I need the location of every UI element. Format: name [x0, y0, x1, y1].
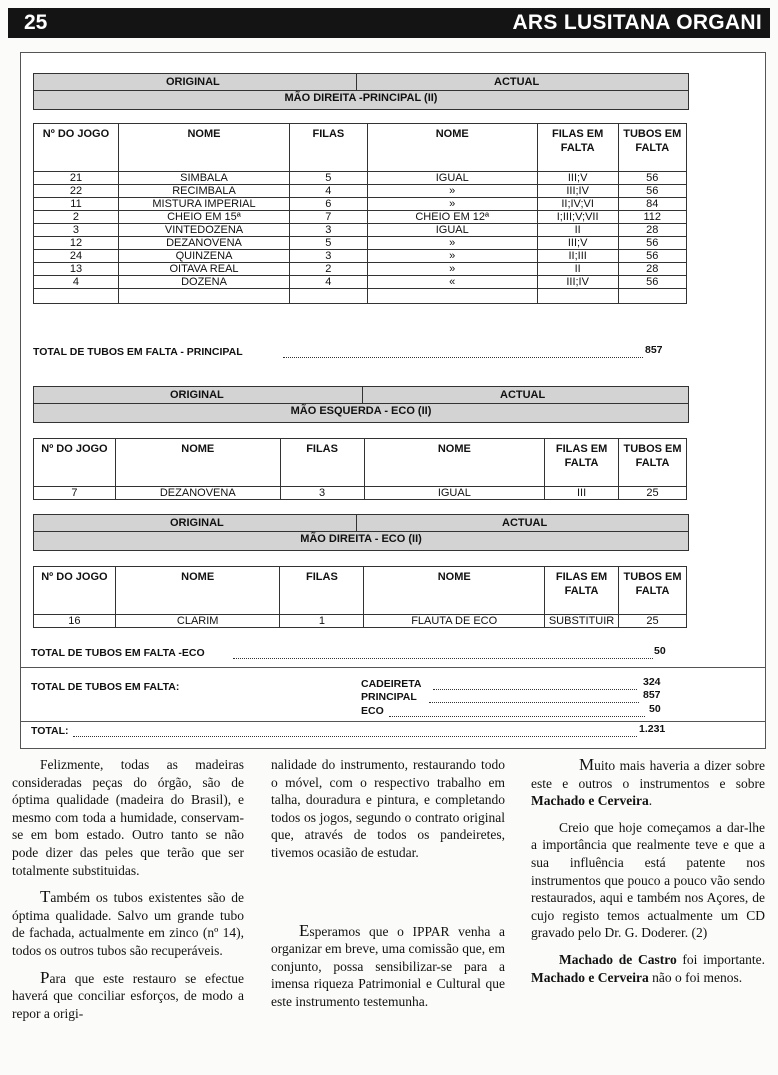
table-cell: 2	[290, 263, 368, 276]
table-row	[34, 615, 687, 628]
table-row	[34, 211, 687, 224]
col-tubos-falta: TUBOS EM FALTA	[618, 124, 686, 172]
table-cell: 84	[618, 198, 686, 211]
table-cell: II;III	[537, 250, 618, 263]
table-cell: CLARIM	[115, 615, 280, 628]
table-cell: IGUAL	[367, 224, 537, 237]
grand-total-value: 1.231	[639, 723, 666, 735]
paragraph: Machado de Castro foi importante. Machado e Cerveira não o foi menos.	[531, 951, 766, 985]
col-nome: NOME	[118, 124, 289, 172]
total-eco-label: TOTAL DE TUBOS EM FALTA -ECO	[31, 647, 205, 659]
table-cell: 25	[619, 615, 687, 628]
table-cell: MISTURA IMPERIAL	[118, 198, 289, 211]
text-column-1	[12, 756, 244, 1031]
table-cell: 21	[34, 172, 119, 185]
col-n-jogo: Nº DO JOGO	[34, 567, 116, 615]
col-filas-falta: FILAS EM FALTA	[545, 439, 619, 487]
col-tubos-falta: TUBOS EM FALTA	[619, 439, 687, 487]
paragraph: Esperamos que o IPPAR venha a organizar em breve, uma comissão que, em conjunto, possa sensibilizar-se para a imensa riqueza Patrimonial e Cultural que este instrumento testemunha.	[271, 920, 505, 1009]
col-filas-falta: FILAS EM FALTA	[545, 567, 619, 615]
table-cell: CHEIO EM 12ª	[367, 211, 537, 224]
col-nome: NOME	[115, 567, 280, 615]
table-cell: 3	[290, 250, 368, 263]
table-cell: 56	[618, 237, 686, 250]
table-cell: 112	[618, 211, 686, 224]
table-cell: 16	[34, 615, 116, 628]
table-cell: «	[367, 276, 537, 289]
table-cell: II;IV;VI	[537, 198, 618, 211]
table-cell: 13	[34, 263, 119, 276]
table-cell: 5	[290, 172, 368, 185]
section1-table	[33, 123, 687, 304]
actual-label: ACTUAL	[494, 76, 540, 88]
table-cell: II	[537, 224, 618, 237]
original-label: ORIGINAL	[166, 76, 220, 88]
table-cell: 56	[618, 276, 686, 289]
total-principal-value: 857	[645, 344, 663, 356]
col-nome-actual: NOME	[364, 567, 545, 615]
table-cell: IGUAL	[367, 172, 537, 185]
section3-table	[33, 566, 687, 628]
section3-bar	[33, 514, 689, 551]
table-cell: 11	[34, 198, 119, 211]
table-row	[34, 172, 687, 185]
table-cell: 5	[290, 237, 368, 250]
summary-label: TOTAL DE TUBOS EM FALTA:	[31, 681, 180, 693]
col-filas-falta: FILAS EM FALTA	[537, 124, 618, 172]
table-cell: 25	[619, 487, 687, 500]
table-cell: »	[367, 198, 537, 211]
table-cell: 12	[34, 237, 119, 250]
table-cell: QUINZENA	[118, 250, 289, 263]
summary-principal-label: PRINCIPAL	[361, 691, 417, 703]
page-header	[8, 8, 770, 38]
table-cell: II	[537, 263, 618, 276]
table-cell: 3	[280, 487, 364, 500]
table-cell: »	[367, 185, 537, 198]
table-cell: 28	[618, 224, 686, 237]
table-cell: I;III;V;VII	[537, 211, 618, 224]
col-nome-actual: NOME	[367, 124, 537, 172]
paragraph: Para que este restauro se efectue haverá que conciliar esforços, de modo a repor a origi-	[12, 967, 244, 1021]
table-cell: 6	[290, 198, 368, 211]
table-cell: III;V	[537, 172, 618, 185]
section2-bar	[33, 386, 689, 423]
table-cell: CHEIO EM 15ª	[118, 211, 289, 224]
section2-table	[33, 438, 687, 500]
table-cell: 2	[34, 211, 119, 224]
paragraph: Creio que hoje começamos a dar-lhe a importância que realmente teve e que a sua influência está patente nos instrumentos que pouco a pouco vão sendo restaurados, aqui e também nos Açores, de cujo registo temos actualmente um CD gravado pelo Dr. G. Doderer. (2)	[531, 819, 765, 941]
table-cell: VINTEDOZENA	[118, 224, 289, 237]
summary-eco-label: ECO	[361, 705, 384, 717]
table-cell: IGUAL	[364, 487, 545, 500]
table-row	[34, 487, 687, 500]
summary-cadeireta-value: 324	[643, 676, 661, 688]
col-filas: FILAS	[280, 439, 364, 487]
table-cell: OITAVA REAL	[118, 263, 289, 276]
summary-cadeireta-label: CADEIRETA	[361, 678, 422, 690]
paragraph: Também os tubos existentes são de óptima qualidade. Salvo um grande tubo de fachada, actualmente em zinco (nº 14), todos os outros tubos são recuperáveis.	[12, 887, 244, 958]
col-n-jogo: Nº DO JOGO	[34, 124, 119, 172]
table-cell: 4	[290, 185, 368, 198]
table-cell: III;V	[537, 237, 618, 250]
table-cell: »	[367, 250, 537, 263]
table-cell: III;IV	[537, 276, 618, 289]
table-row	[34, 237, 687, 250]
col-nome: NOME	[115, 439, 280, 487]
col-filas: FILAS	[280, 567, 364, 615]
table-cell: 7	[34, 487, 116, 500]
table-cell: 24	[34, 250, 119, 263]
table-cell: III	[545, 487, 619, 500]
table-cell: 3	[290, 224, 368, 237]
summary-eco-value: 50	[649, 703, 661, 715]
col-nome-actual: NOME	[364, 439, 545, 487]
text-column-3	[531, 756, 765, 995]
text-column-2	[271, 756, 505, 1020]
table-cell: 4	[34, 276, 119, 289]
table-cell: »	[367, 263, 537, 276]
total-principal-label: TOTAL DE TUBOS EM FALTA - PRINCIPAL	[33, 346, 243, 358]
actual-label: ACTUAL	[500, 389, 546, 401]
table-cell: DOZENA	[118, 276, 289, 289]
table-cell: 28	[618, 263, 686, 276]
paragraph: Muito mais haveria a dizer sobre este e outros o instrumentos e sobre Machado e Cerveira.	[531, 755, 765, 809]
table-cell: 56	[618, 185, 686, 198]
table-cell: 7	[290, 211, 368, 224]
table-cell: 4	[290, 276, 368, 289]
table-row	[34, 276, 687, 289]
header-title: ARS LUSITANA ORGANI	[512, 11, 762, 34]
table-cell: 1	[280, 615, 364, 628]
table-cell: SIMBALA	[118, 172, 289, 185]
col-filas: FILAS	[290, 124, 368, 172]
table-cell: III;IV	[537, 185, 618, 198]
col-n-jogo: Nº DO JOGO	[34, 439, 116, 487]
table-cell: FLAUTA DE ECO	[364, 615, 545, 628]
table-row	[34, 250, 687, 263]
section3-title: MÃO DIREITA - ECO (II)	[300, 533, 422, 545]
section2-title: MÃO ESQUERDA - ECO (II)	[290, 405, 432, 417]
table-cell: SUBSTITUIR	[545, 615, 619, 628]
table-row	[34, 263, 687, 276]
total-eco-value: 50	[654, 645, 666, 657]
table-cell: 56	[618, 250, 686, 263]
table-cell: 56	[618, 172, 686, 185]
table-cell: 3	[34, 224, 119, 237]
paragraph: nalidade do instrumento, restaurando todo o móvel, com o respectivo trabalho em talha, douradura e pintura, e completando todos os jogos, segundo o contrato original que, através de todos os pandeiretes, tivemos ocasião de estudar.	[271, 757, 505, 860]
original-label: ORIGINAL	[170, 389, 224, 401]
original-label: ORIGINAL	[170, 517, 224, 529]
actual-label: ACTUAL	[502, 517, 548, 529]
table-row	[34, 185, 687, 198]
table-cell: 22	[34, 185, 119, 198]
table-cell: DEZANOVENA	[118, 237, 289, 250]
table-panel	[20, 52, 766, 749]
table-cell: »	[367, 237, 537, 250]
grand-total-label: TOTAL:	[31, 725, 69, 737]
table-cell: DEZANOVENA	[115, 487, 280, 500]
table-cell: RECIMBALA	[118, 185, 289, 198]
table-row	[34, 224, 687, 237]
summary-principal-value: 857	[643, 689, 661, 701]
paragraph: Felizmente, todas as madeiras consideradas peças do órgão, são de óptima qualidade (madeira do Brasil), e mesmo com toda a humidade, conservam-se em bom estado. Outro tanto se não pode dizer das peles que terão que ser totalmente substituidas.	[12, 757, 244, 878]
section1-title: MÃO DIREITA -PRINCIPAL (II)	[284, 92, 438, 104]
col-tubos-falta: TUBOS EM FALTA	[619, 567, 687, 615]
page-number: 25	[24, 11, 48, 34]
table-row	[34, 198, 687, 211]
section1-bar	[33, 73, 689, 110]
